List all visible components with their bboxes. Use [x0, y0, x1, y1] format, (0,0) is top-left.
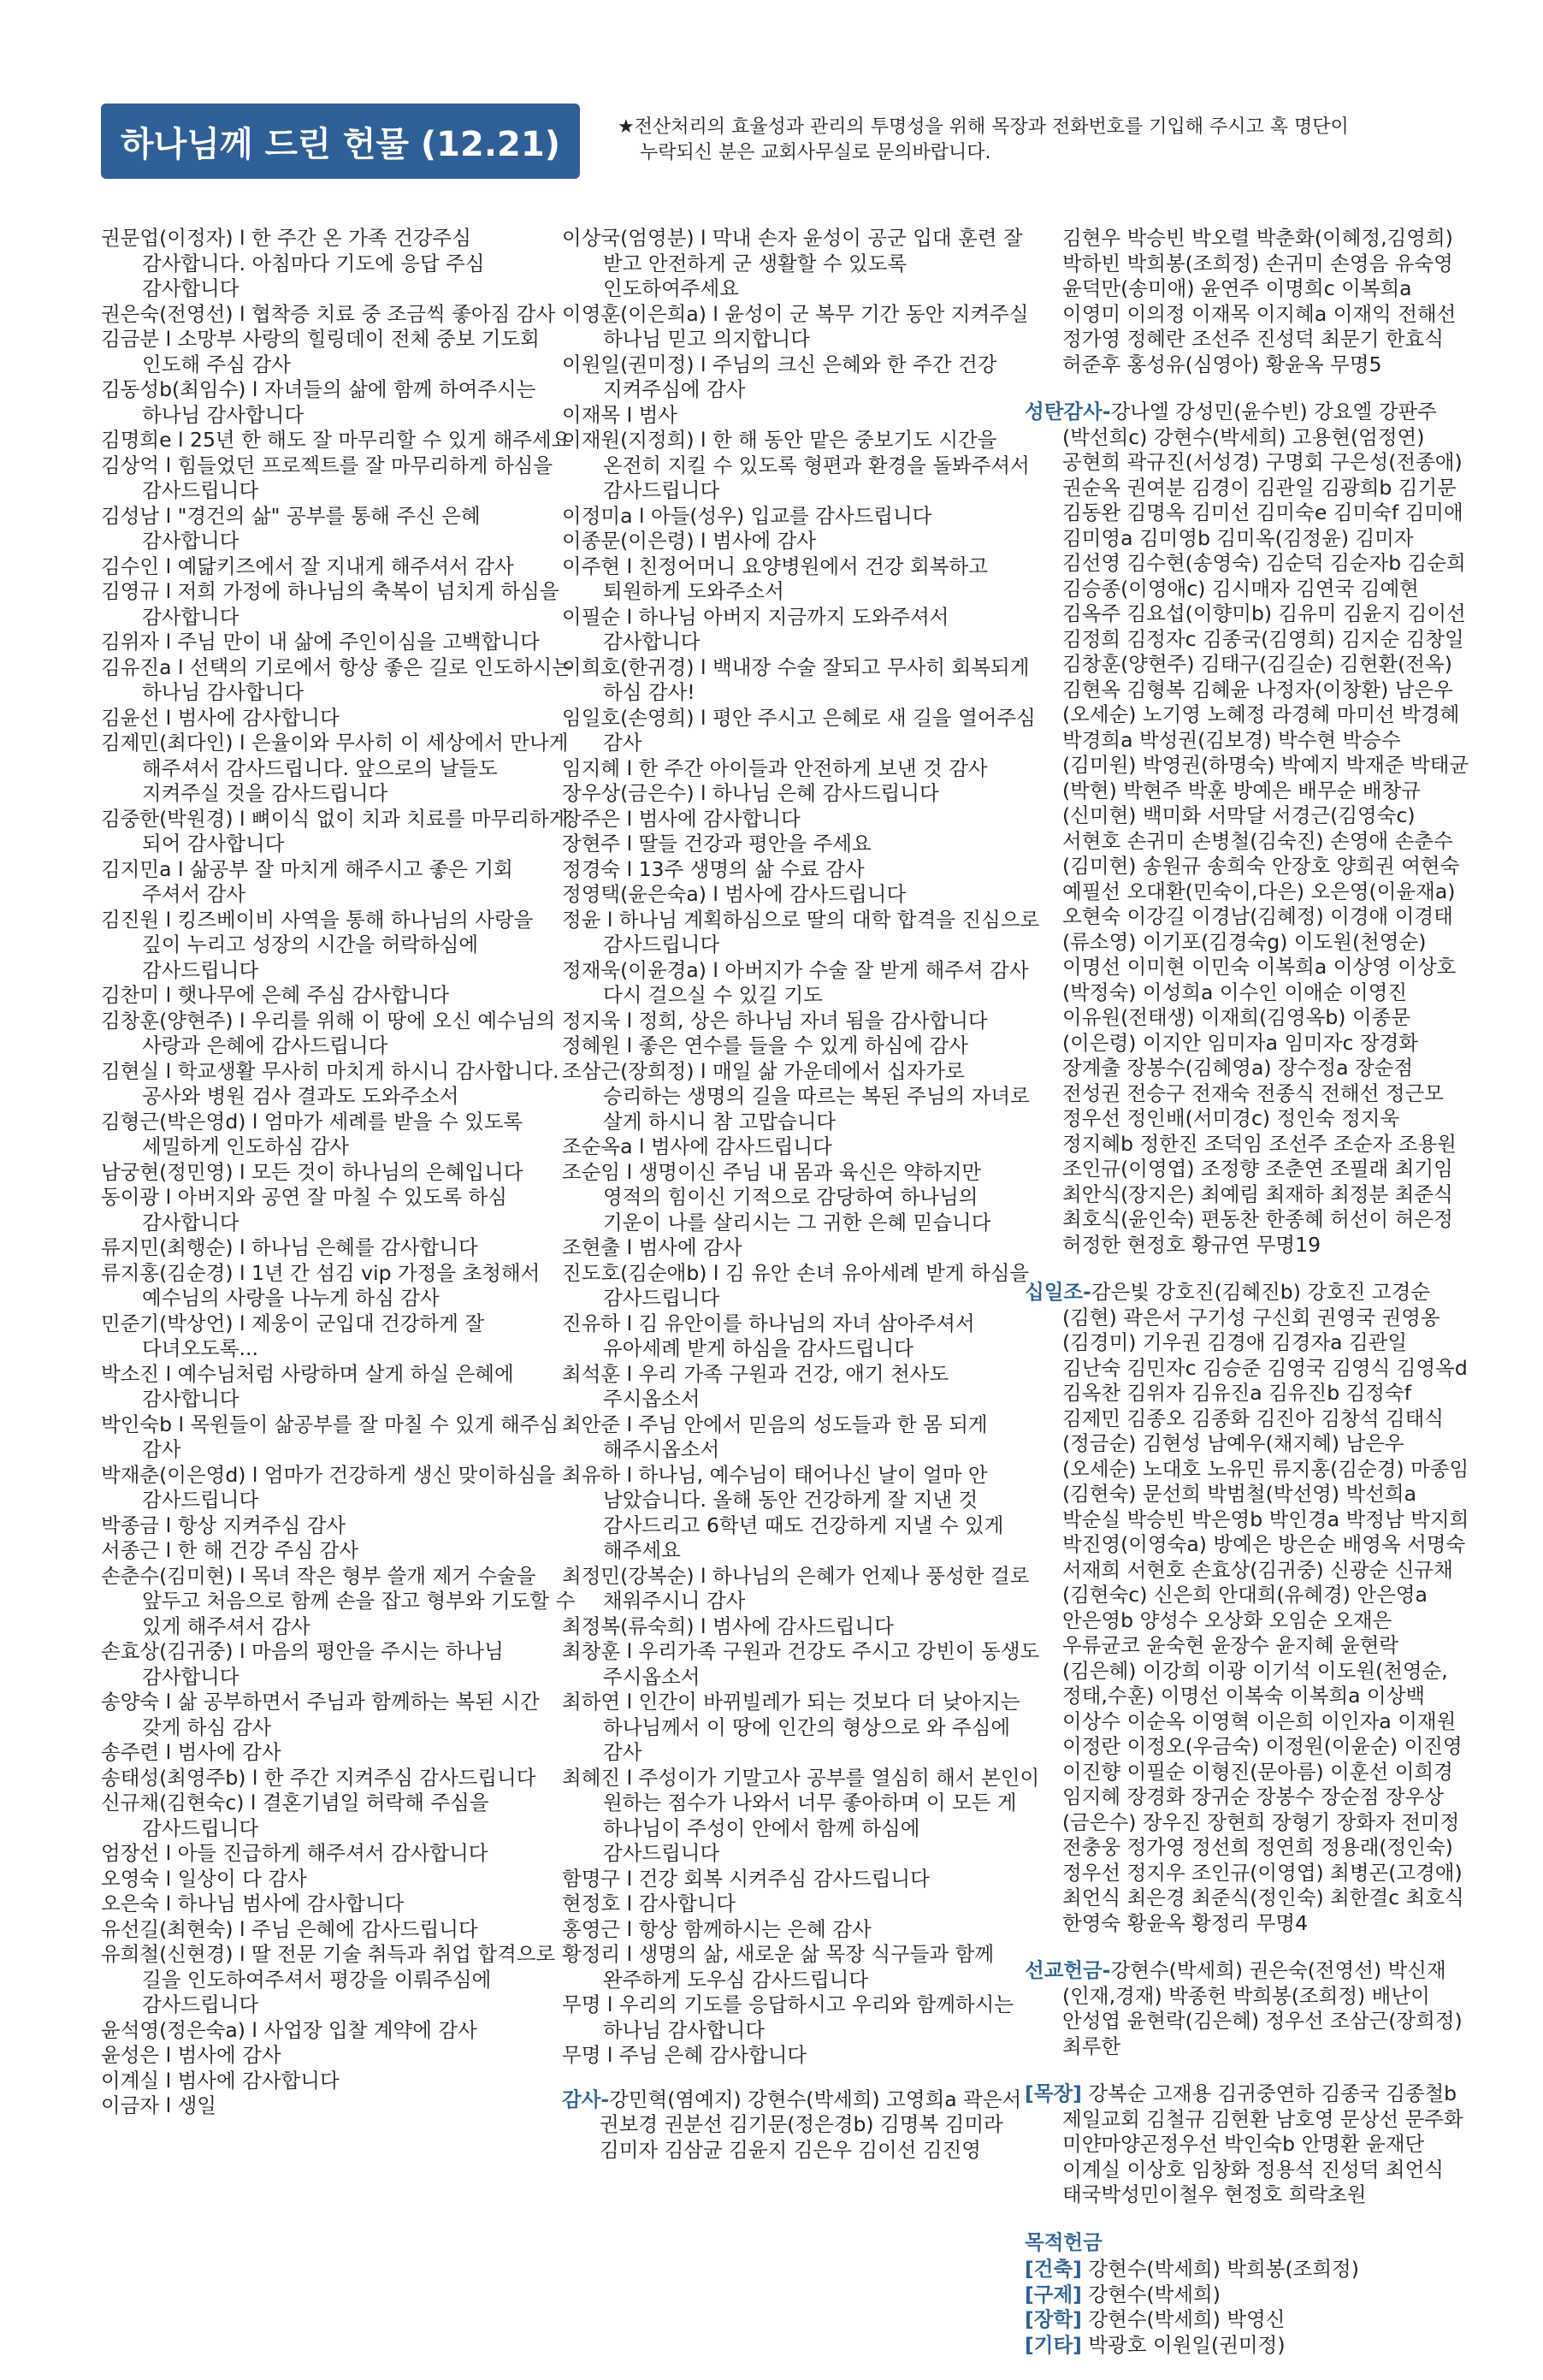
purpose-tag: [장학] — [1025, 2307, 1082, 2331]
offering-entry: 류지민(최행순) l 하나님 은혜를 감사합니다 — [101, 1235, 478, 1259]
offering-entry: 송태성(최영주b) l 한 주간 지켜주심 감사드립니다 — [101, 1765, 536, 1790]
offering-entry: 장주은 l 범사에 감사합니다 — [562, 806, 801, 831]
mokjang-body: 강복순 고재용 김귀중연하 김종국 김종철b 제일교회 김철규 김현환 남호영 문상선 문주화 미얀마양곤정우선 박인숙b 안명환 윤재단 이계실 이상호 임창화 정용석 진성덕 최언식 태국박성민이철우 현정호 희락초원 — [1062, 2081, 1463, 2206]
offering-entry: 장현주 l 딸들 건강과 평안을 주세요 — [562, 832, 872, 855]
offering-entry: 무명 l 주님 은혜 감사합니다 — [562, 2043, 807, 2067]
offering-entry: 진도호(김순애b) l 김 유안 손녀 유아세례 받게 하심을 감사드립니다 — [562, 1260, 1030, 1310]
offering-entry: 윤석영(정은숙a) l 사업장 입찰 계약에 감사 — [101, 2017, 477, 2042]
offering-entry: 조순옥a l 범사에 감사드립니다 — [562, 1134, 832, 1158]
purpose-body: 강현수(박세희) 박영신 — [1088, 2307, 1286, 2331]
offering-entry: 함명구 l 건강 회복 시켜주심 감사드립니다 — [562, 1866, 930, 1891]
mokjang-block — [1025, 2081, 1469, 2208]
offering-entry: 김명희e l 25년 한 해도 잘 마무리할 수 있게 해주세요 — [101, 428, 571, 452]
offering-entry: 송양숙 l 삶 공부하면서 주님과 함께하는 복된 시간 갖게 하심 감사 — [101, 1690, 540, 1739]
offering-entry: 김유진a l 선택의 기로에서 항상 좋은 길로 인도하시는 하나님 감사합니다 — [101, 654, 571, 704]
sibilo-text — [1025, 1280, 1469, 1936]
offering-entry: 최혜진 l 주성이가 기말고사 공부를 열심히 해서 본인이 원하는 점수가 나와서 너무 좋아하며 이 모든 게 하나님이 주성이 안에서 함께 하심에 감사드립니다 — [562, 1765, 1040, 1865]
seongtan-text — [1025, 400, 1469, 1258]
offering-entry: 신규채(김현숙c) l 결혼기념일 허락해 주심을 감사드립니다 — [101, 1791, 489, 1840]
offering-entry: 김수인 l 예닮키즈에서 잘 지내게 해주셔서 감사 — [101, 554, 514, 578]
offering-entry: 최석훈 l 우리 가족 구원과 건강, 애기 천사도 주시옵소서 — [562, 1361, 949, 1411]
purpose-line — [1025, 2307, 1469, 2333]
offering-entry: 유선길(최현숙) l 주님 은혜에 감사드립니다 — [101, 1916, 478, 1941]
offering-entry: 무명 l 우리의 기도를 응답하시고 우리와 함께하시는 하나님 감사합니다 — [562, 1992, 1014, 2042]
offering-entry: 정영택(윤은숙a) l 범사에 감사드립니다 — [562, 882, 907, 906]
mission-title: 선교헌금- — [1025, 1958, 1111, 1982]
offering-entry: 홍영근 l 항상 함께하시는 은혜 감사 — [562, 1916, 872, 1941]
offering-entry: 김창훈(양현주) l 우리를 위해 이 땅에 오신 예수님의 사랑과 은혜에 감사드립니다 — [101, 1008, 556, 1057]
offering-entry: 남궁현(정민영) l 모든 것이 하나님의 은혜입니다 — [101, 1159, 523, 1184]
purpose-body: 강현수(박세희) — [1088, 2282, 1221, 2306]
offering-entry: 현정호 l 감사합니다 — [562, 1892, 736, 1915]
offering-entry: 조순임 l 생명이신 주님 내 몸과 육신은 약하지만 영적의 힘이신 기적으로 감당하여 하나님의 기운이 나를 살리시는 그 귀한 은혜 믿습니다 — [562, 1159, 991, 1234]
seongtan-title: 성탄감사- — [1025, 400, 1111, 423]
offering-entry: 이금자 l 생일 — [101, 2093, 216, 2117]
purpose-title: 목적헌금 — [1025, 2229, 1103, 2254]
offering-entry: 김찬미 l 햇나무에 은혜 주심 감사합니다 — [101, 983, 450, 1007]
offering-entry: 이영훈(이은희a) l 윤성이 군 복무 기간 동안 지켜주실 하나님 믿고 의지합니다 — [562, 301, 1029, 351]
purpose-tag: [기타] — [1025, 2332, 1082, 2357]
purpose-body: 강현수(박세희) 박희봉(조희정) — [1088, 2257, 1359, 2281]
notice-text — [618, 115, 1473, 166]
offering-entry: 이상국(엄영분) l 막내 손자 윤성이 공군 입대 훈련 잘 받고 안전하게 군 생활할 수 있도록 인도하여주세요 — [562, 226, 1023, 300]
mokjang-tag: [목장] — [1025, 2081, 1082, 2105]
offering-entry: 김지민a l 삶공부 잘 마치게 해주시고 좋은 기회 주셔서 감사 — [101, 856, 513, 906]
gamsa-text — [562, 2087, 1041, 2164]
mission-block — [1025, 1958, 1469, 2059]
offering-entry: 김금분 l 소망부 사랑의 힐링데이 전체 중보 기도회 인도해 주심 감사 — [101, 327, 540, 376]
offering-entry: 이필순 l 하나님 아버지 지금까지 도와주셔서 감사합니다 — [562, 604, 949, 654]
offering-entry: 최창훈 l 우리가족 구원과 건강도 주시고 강빈이 동생도 주시옵소서 — [562, 1639, 1040, 1689]
column-middle-entries — [562, 226, 1041, 2069]
offering-entry: 김현실 l 학교생활 무사히 마치게 하시니 감사합니다. 공사와 병원 검사 결과도 도와주소서 — [101, 1058, 559, 1108]
offering-entry: 유희철(신현경) l 딸 전문 기술 취득과 취업 합격으로 길을 인도하여주셔서 평강을 이뤄주심에 감사드립니다 — [101, 1942, 556, 2016]
offering-entry: 이종문(이은령) l 범사에 감사 — [562, 529, 816, 553]
offering-entry: 이주현 l 친정어머니 요양병원에서 건강 회복하고 퇴원하게 도와주소서 — [562, 554, 988, 603]
offering-entry: 김중한(박원경) l 뼈이식 없이 치과 치료를 마무리하게 되어 감사합니다 — [101, 806, 569, 855]
column-right — [1025, 226, 1469, 2380]
column-left — [101, 226, 576, 2119]
offering-entry: 조현출 l 범사에 감사 — [562, 1235, 742, 1259]
offering-entry: 정혜원 l 좋은 연수를 들을 수 있게 하심에 감사 — [562, 1033, 968, 1057]
seongtan-block — [1025, 400, 1469, 1258]
purpose-lines — [1025, 2257, 1469, 2358]
offering-entry: 서종근 l 한 해 건강 주심 감사 — [101, 1538, 359, 1562]
page-title — [101, 104, 580, 179]
gamsa-body: 강민혁(염예지) 강현수(박세희) 고영희a 곽은서 권보경 권분선 김기문(정은경b) 김명복 김미라 김미자 김삼균 김윤지 김은우 김이선 김진영 — [600, 2087, 1022, 2162]
offering-entry: 류지홍(김순경) l 1년 간 섬김 vip 가정을 초청해서 예수님의 사랑을 나누게 하심 감사 — [101, 1260, 541, 1310]
offering-entry: 정윤 l 하나님 계획하심으로 딸의 대학 합격을 진심으로 감사드립니다 — [562, 907, 1040, 956]
notice-line-2: 누락되신 분은 교회사무실로 문의바랍니다. — [640, 142, 991, 163]
offering-entry: 김진원 l 킹즈베이비 사역을 통해 하나님의 사랑을 깊이 누리고 성장의 시간을 허락하심에 감사드립니다 — [101, 907, 534, 982]
offering-entry: 민준기(박상언) l 제웅이 군입대 건강하게 잘 다녀오도록... — [101, 1311, 485, 1360]
offering-entry: 윤성은 l 범사에 감사 — [101, 2043, 281, 2067]
sibilo-body: 감은빛 강호진(김혜진b) 강호진 고경순(김현) 곽은서 구기성 구신회 권영국 권영옹(김경미) 기우권 김경애 김경자a 김관일 김난숙 김민자c 김승준 김영국 김영식 김영옥d 김옥찬 김위자 김유진a 김유진b 김정숙f 김제민 김종오 김종화 김진아 김창석 김태식(정금순) 김현성 남예우(채지혜) 남은우(오세순) 노대호 노유민 류지홍(김순경) 마종임(김현숙) 문선희 박범철(박선영) 박선희a 박순실 박승빈 박은영b 박인경a 박정남 박지희 박진영(이영숙a) 방예은 방은순 배영옥 서명숙 서재희 서현호 손효상(김귀중) 신광순 신규채(김현숙c) 신은희 안대희(유혜경) 안은영a 안은영b 양성수 오상화 오임순 오재은 우류균코 윤숙현 윤장수 윤지혜 윤현락(김은혜) 이강희 이광 이기석 이도원(천영순,정태,수훈) 이명선 이복숙 이복희a 이상백 이상수 이순옥 이영혁 이은희 이인자a 이재원 이정란 이정오(우금숙) 이정원(이윤순) 이진영 이진향 이필순 이형진(문아름) 이훈선 이희경 임지혜 장경화 장귀순 장봉수 장순점 장우상(금은수) 장우진 장현희 장형기 장화자 전미정 전충웅 정가영 정선희 정연희 정용래(정인숙) 정우선 정지우 조인규(이영엽) 최병곤(고경애) 최언식 최은경 최준식(정인숙) 최한결c 최호식 한영숙 황윤옥 황정리 무명4 — [1062, 1280, 1469, 1935]
offering-entry: 이재원(지정희) l 한 해 동안 맡은 중보기도 시간을 온전히 지킬 수 있도록 형편과 환경을 돌봐주셔서 감사드립니다 — [562, 428, 1030, 502]
offering-entry: 황정리 l 생명의 삶, 새로운 삶 목장 식구들과 함께 완주하게 도우심 감사드립니다 — [562, 1942, 995, 1992]
purpose-line — [1025, 2282, 1469, 2308]
offering-entry: 손춘수(김미현) l 목녀 작은 형부 쓸개 제거 수술을 앞두고 처음으로 함께 손을 잡고 형부와 기도할 수 있게 해주셔서 감사 — [101, 1563, 576, 1638]
mission-body: 강현수(박세희) 권은숙(전영선) 박신재(인재,경재) 박종헌 박희봉(조희정) 배난이 안성엽 윤현락(김은혜) 정우선 조삼근(장희정) 최루한 — [1062, 1958, 1463, 2058]
offering-entry: 엄장선 l 아들 진급하게 해주셔서 감사합니다 — [101, 1841, 488, 1865]
offering-entry: 김성남 l "경건의 삶" 공부를 통해 주신 은혜 감사합니다 — [101, 503, 481, 553]
offering-entry: 이정미a l 아들(성우) 입교를 감사드립니다 — [562, 503, 932, 528]
column-middle — [562, 226, 1041, 2185]
offering-entry: 손효상(김귀중) l 마음의 평안을 주시는 하나님 감사합니다 — [101, 1639, 504, 1689]
offering-entry: 김제민(최다인) l 은율이와 무사히 이 세상에서 만나게 해주셔서 감사드립니다. 앞으로의 날들도 지켜주실 것을 감사드립니다 — [101, 731, 569, 805]
mission-text — [1025, 1958, 1469, 2059]
offering-entry: 김상억 l 힘들었던 프로젝트를 잘 마무리하게 하심을 감사드립니다 — [101, 453, 553, 502]
offering-entry: 박종금 l 항상 지켜주심 감사 — [101, 1513, 346, 1537]
offering-entry: 임지혜 l 한 주간 아이들과 안전하게 보낸 것 감사 — [562, 755, 988, 780]
offering-entry: 이희호(한귀경) l 백내장 수술 잘되고 무사히 회복되게 하심 감사! — [562, 654, 1030, 704]
purpose-tag: [구제] — [1025, 2282, 1082, 2306]
offering-entry: 권은숙(전영선) l 협착증 치료 중 조금씩 좋아짐 감사 — [101, 301, 556, 326]
offering-entry: 이재목 l 범사 — [562, 402, 677, 427]
offering-entry: 장우상(금은수) l 하나님 은혜 감사드립니다 — [562, 781, 939, 805]
purpose-line — [1025, 2333, 1469, 2359]
purpose-body: 박광호 이원일(권미정) — [1088, 2332, 1286, 2357]
offering-entry: 송주련 l 범사에 감사 — [101, 1740, 281, 1764]
sibilo-title: 십일조- — [1025, 1280, 1091, 1304]
offering-entry: 박소진 l 예수님처럼 사랑하며 살게 하실 은혜에 감사합니다 — [101, 1361, 514, 1411]
offering-entry: 최안준 l 주님 안에서 믿음의 성도들과 한 몸 되게 해주시옵소서 — [562, 1412, 988, 1461]
offering-entry: 김윤선 l 범사에 감사합니다 — [101, 705, 340, 730]
purpose-block — [1025, 2230, 1469, 2359]
notice-line-1: ★전산처리의 효율성과 관리의 투명성을 위해 목장과 전화번호를 기입해 주시고 혹 명단이 — [618, 116, 1349, 138]
purpose-tag: [건축] — [1025, 2257, 1082, 2281]
offering-entry: 진유하 l 김 유안이를 하나님의 자녀 삼아주셔서 유아세례 받게 하심을 감사드립니다 — [562, 1311, 975, 1360]
offering-entry: 오영숙 l 일상이 다 감사 — [101, 1866, 307, 1891]
gamsa-title: 감사- — [562, 2087, 610, 2111]
offering-entry: 임일호(손영희) l 평안 주시고 은혜로 새 길을 열어주심 감사 — [562, 705, 1036, 755]
offering-entry: 정지욱 l 정희, 상은 하나님 자녀 됨을 감사합니다 — [562, 1008, 988, 1033]
offering-entry: 오은숙 l 하나님 범사에 감사합니다 — [101, 1892, 405, 1915]
page-title-text: 하나님께 드린 헌물 (12.21) — [121, 124, 560, 164]
offering-entry: 김동성b(최임수) l 자녀들의 삶에 함께 하여주시는 하나님 감사합니다 — [101, 377, 536, 427]
gamsa-block — [562, 2087, 1041, 2164]
offering-entry: 이원일(권미정) l 주님의 크신 은혜와 한 주간 건강 지켜주심에 감사 — [562, 352, 997, 401]
offering-entry: 김형근(박은영d) l 엄마가 세례를 받을 수 있도록 세밀하게 인도하심 감사 — [101, 1109, 523, 1158]
gamsa-continued-body: 김현우 박승빈 박오렬 박춘화(이혜정,김영희) 박하빈 박희봉(조희정) 손귀미 손영음 유숙영 윤덕만(송미애) 윤연주 이명희c 이복희a 이영미 이의정 이재목 이지혜a 이재익 전해선 정가영 정혜란 조선주 진성덕 최문기 한효식 허준후 홍성유(심영아) 황윤옥 무명5 — [1062, 226, 1457, 376]
offering-entry: 조삼근(장희정) l 매일 삶 가운데에서 십자가로 승리하는 생명의 길을 따르는 복된 주님의 자녀로 살게 하시니 참 고맙습니다 — [562, 1058, 1030, 1134]
mokjang-text — [1025, 2081, 1469, 2208]
offering-entry: 최정민(강복순) l 하나님의 은혜가 언제나 풍성한 걸로 채워주시니 감사 — [562, 1563, 1030, 1613]
offering-entry: 김위자 l 주님 만이 내 삶에 주인이심을 고백합니다 — [101, 630, 540, 654]
offering-entry: 권문업(이정자) l 한 주간 온 가족 건강주심 감사합니다. 아침마다 기도에 응답 주심 감사합니다 — [101, 226, 485, 300]
seongtan-body: 강나엘 강성민(윤수빈) 강요엘 강판주(박선희c) 강현수(박세희) 고용현(엄정연) 공현희 곽규진(서성경) 구명회 구은성(전종애) 권순옥 권여분 김경이 김관일 김광희b 김기문 김동완 김명옥 김미선 김미숙e 김미숙f 김미애 김미영a 김미영b 김미옥(김정윤) 김미자 김선영 김수현(송영숙) 김순덕 김순자b 김순희 김승종(이영애c) 김시매자 김연국 김예현 김옥주 김요섭(이향미b) 김유미 김윤지 김이선 김정희 김정자c 김종국(김영희) 김지순 김창일 김창훈(양현주) 김태구(김길순) 김현환(전옥) 김현옥 김형복 김혜윤 나정자(이창환) 남은우(오세순) 노기영 노혜정 라경혜 마미선 박경혜 박경희a 박성권(김보경) 박수현 박승수(김미원) 박영권(하명숙) 박예지 박재준 박태균(박현) 박현주 박훈 방예은 배무순 배창규(신미현) 백미화 서막달 서경근(김영숙c) 서현호 손귀미 손병철(김숙진) 손영애 손춘수(김미현) 송원규 송희숙 안장호 양희권 여현숙 예필선 오대환(민숙이,다은) 오은영(이윤재a) 오현숙 이강길 이경남(김혜정) 이경애 이경태(류소영) 이기포(김경숙g) 이도원(천영순) 이명선 이미현 이민숙 이복희a 이상영 이상호(박정숙) 이성희a 이수인 이애순 이영진 이유원(전태생) 이재희(김영옥b) 이종문(이은령) 이지안 임미자a 임미자c 장경화 장계출 장봉수(김혜영a) 장수정a 장순점 전성권 전승구 전재숙 전종식 전해선 정근모 정우선 정인배(서미경c) 정인숙 정지욱 정지혜b 정한진 조덕임 조선주 조순자 조용원 조인규(이영엽) 조정향 조춘연 조필래 최기임 최안식(장지은) 최예림 최재하 최정분 최준식 최호식(윤인숙) 편동찬 한종혜 허선이 허은정 허정한 현정호 황규연 무명19 — [1062, 400, 1469, 1257]
offering-entry: 박재춘(이은영d) l 엄마가 건강하게 생신 맞이하심을 감사드립니다 — [101, 1462, 556, 1512]
offering-entry: 동이광 l 아버지와 공연 잘 마칠 수 있도록 하심 감사합니다 — [101, 1185, 507, 1234]
offering-entry: 정경숙 l 13주 생명의 삶 수료 감사 — [562, 856, 865, 881]
gamsa-continued — [1025, 226, 1469, 377]
offering-entry: 최유하 l 하나님, 예수님이 태어나신 날이 얼마 안 남았습니다. 올해 동안 건강하게 잘 지낸 것 감사드리고 6학년 때도 건강하게 지낼 수 있게 해주세요 — [562, 1462, 1004, 1562]
sibilo-block — [1025, 1280, 1469, 1936]
purpose-line — [1025, 2257, 1469, 2282]
offering-entry: 김영규 l 저희 가정에 하나님의 축복이 넘치게 하심을 감사합니다 — [101, 579, 559, 629]
offering-entry: 최정복(류숙희) l 범사에 감사드립니다 — [562, 1613, 894, 1638]
offering-entry: 정재욱(이윤경a) l 아버지가 수술 잘 받게 해주셔 감사 다시 걸으실 수 있길 기도 — [562, 957, 1029, 1007]
offering-entry: 박인숙b l 목원들이 삶공부를 잘 마칠 수 있게 해주심 감사 — [101, 1412, 559, 1461]
offering-entry: 이계실 l 범사에 감사합니다 — [101, 2068, 340, 2093]
offering-entry: 최하연 l 인간이 바뀌빌레가 되는 것보다 더 낮아지는 하나님께서 이 땅에 인간의 형상으로 와 주심에 감사 — [562, 1690, 1020, 1764]
